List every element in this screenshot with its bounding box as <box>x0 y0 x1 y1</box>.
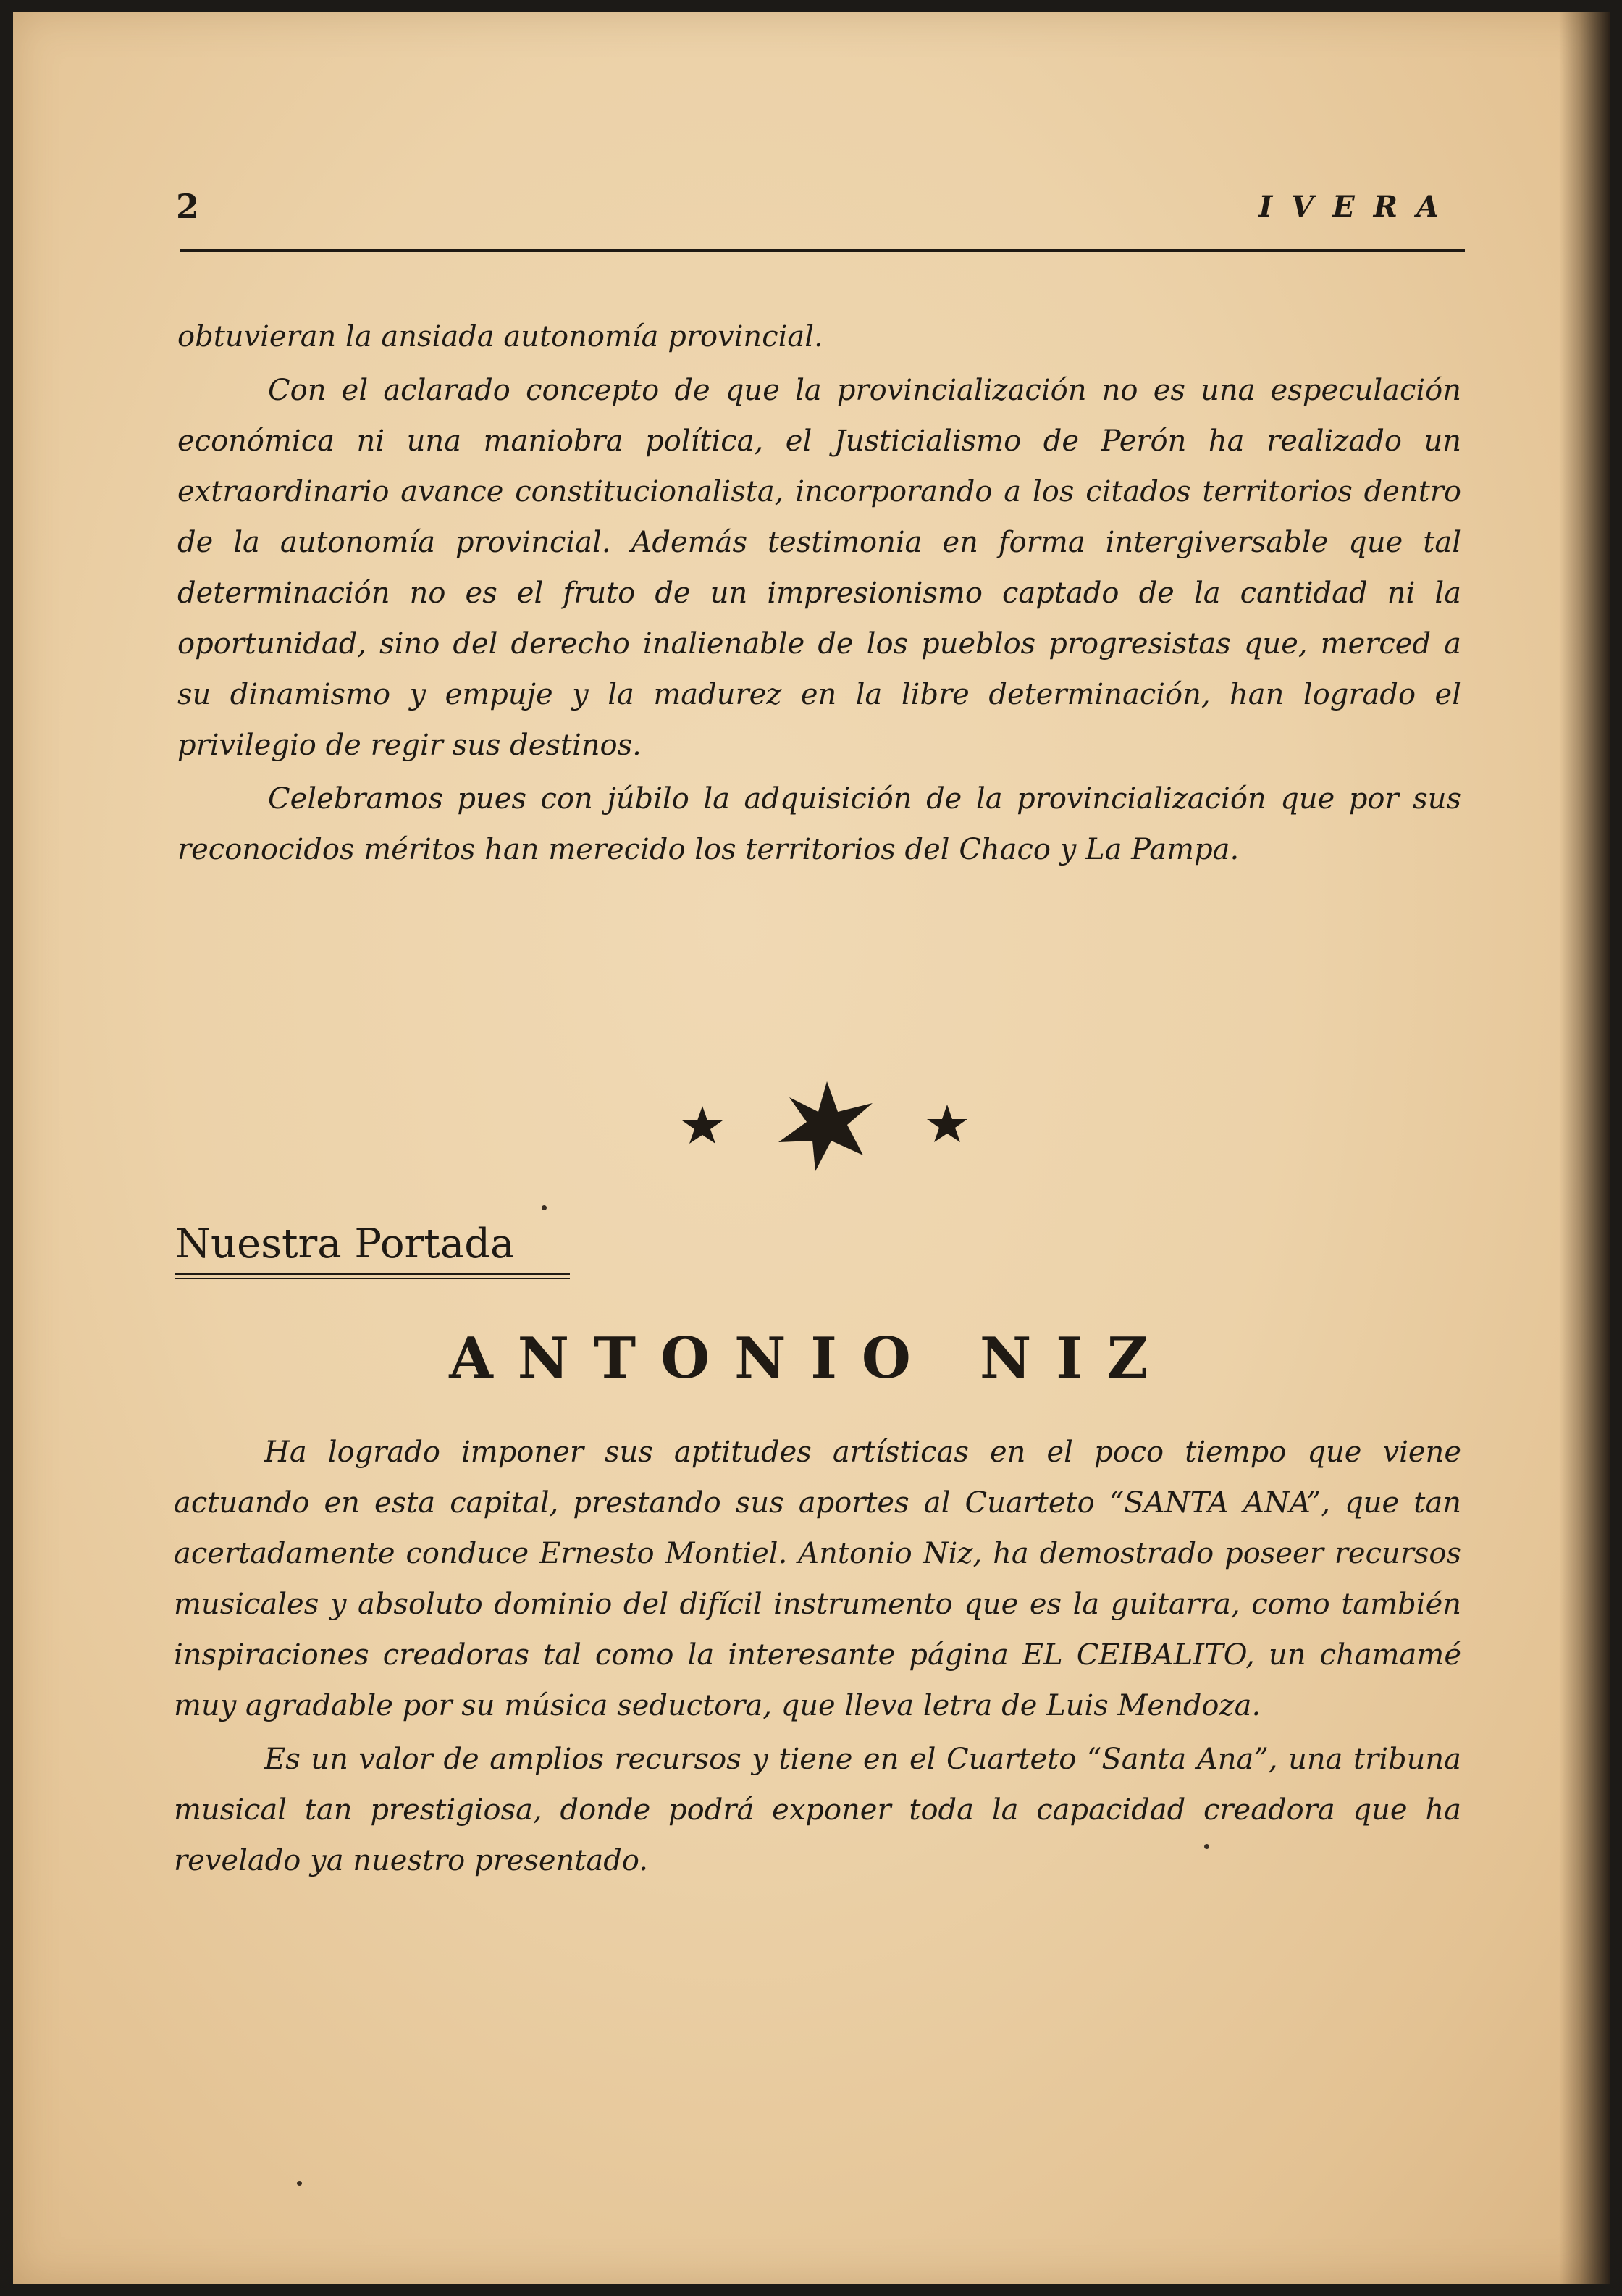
portada-heading <box>175 1220 570 1279</box>
page-number: 2 <box>176 187 200 226</box>
page-header <box>176 187 1465 232</box>
ink-speck <box>297 2181 302 2186</box>
article-paragraph: Celebramos pues con júbilo la adquisición de la provincialización que por sus reconocidos méritos han merecido los territorios del Chaco y La Pampa. <box>177 782 1461 866</box>
small-star-icon <box>927 1105 967 1142</box>
portada-paragraph: Es un valor de amplios recursos y tiene en el Cuarteto “Santa Ana”, una tribuna musical tan prestigiosa, donde podrá exponer toda la capacidad creadora que ha revelado ya nuestro presentado. <box>174 1743 1461 1877</box>
small-star-icon <box>682 1106 723 1144</box>
header-rule <box>180 249 1465 252</box>
article-paragraph: obtuvieran la ansiada autonomía provincial. <box>177 320 823 353</box>
page-edge-shadow <box>1559 12 1610 2284</box>
ink-speck <box>542 1205 547 1210</box>
section-title-rule <box>175 1273 570 1279</box>
article-continuation <box>177 311 1461 875</box>
magazine-name: IVERA <box>1258 190 1458 224</box>
article-paragraph: Con el aclarado concepto de que la provincialización no es una especulación económica ni una maniobra política, el Justicialismo de Perón ha realizado un extraordinario avance constitucionalista, incorporando a los citados territorios dentro de la autonomía provincial. Además testimonia en forma intergiversable que tal determinación no es el fruto de un impresionismo captado de la cantidad ni la oportunidad, sino del derecho inalienable de los pueblos progresistas que, merced a su dinamismo y empuje y la madurez en la libre determinación, han logrado el privilegio de regir sus destinos. <box>177 374 1461 762</box>
large-star-icon <box>778 1081 873 1171</box>
portada-article <box>174 1427 1461 1886</box>
section-title: Nuestra Portada <box>175 1220 515 1268</box>
three-stars-ornament-icon <box>673 1076 978 1177</box>
portada-paragraph: Ha logrado imponer sus aptitudes artísticas en el poco tiempo que viene actuando en esta capital, prestando sus aportes al Cuarteto “SANTA ANA”, que tan acertadamente conduce Ernesto Montiel. Antonio Niz, ha demostrado poseer recursos musicales y absoluto dominio del difícil instrumento que es la guitarra, como también inspiraciones creadoras tal como la interesante página EL CEIBALITO, un chamamé muy agradable por su música seductora, que lleva letra de Luis Mendoza. <box>174 1436 1461 1722</box>
artist-name-heading: ANTONIO NIZ <box>449 1325 1173 1391</box>
